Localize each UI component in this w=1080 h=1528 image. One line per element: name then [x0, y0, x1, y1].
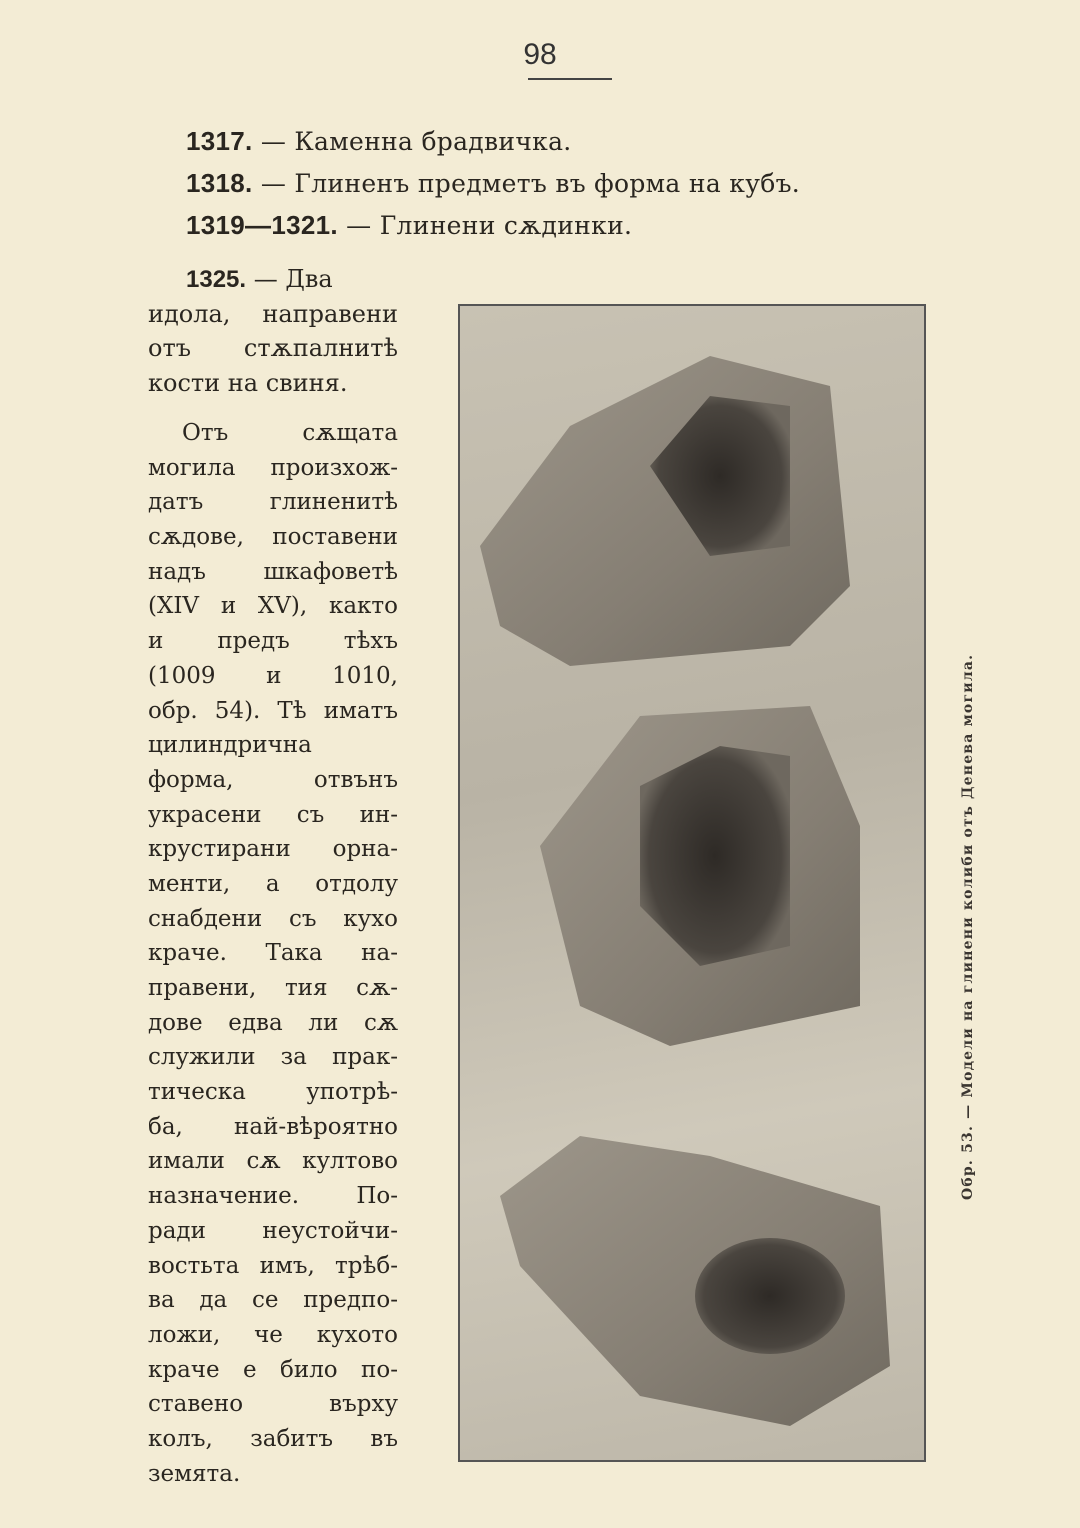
- entry-number: 1325.: [186, 266, 247, 293]
- text-line: кости на свиня.: [148, 369, 348, 398]
- text-line: снабдени съ кухо: [148, 905, 398, 932]
- text-line: Отъ сѫщата: [182, 420, 398, 446]
- text-line: ложи, че кухото: [148, 1321, 398, 1348]
- text-line: правени, тия сѫ-: [148, 975, 398, 1001]
- text-line: востьта имъ, трѣб-: [148, 1252, 398, 1279]
- text-line: могила произхож-: [148, 454, 398, 481]
- text-line: отъ стѫпалнитѣ: [148, 334, 398, 363]
- entry-number: 1318.: [186, 168, 253, 198]
- text-line: служили за прак-: [148, 1044, 398, 1071]
- text-line: и предъ тѣхъ: [148, 628, 398, 655]
- text-line: краче е било по-: [148, 1356, 398, 1383]
- text-line: колъ, забитъ въ: [148, 1425, 398, 1452]
- text-line: назначение. По-: [148, 1183, 398, 1210]
- entry-text: — Каменна брадвичка.: [252, 127, 572, 156]
- text-line: (1009 и 1010,: [148, 662, 398, 689]
- clay-hut-model-bottom: [500, 1136, 890, 1426]
- text-line: (XIV и XV), както: [148, 593, 398, 620]
- text-line: тическа употрѣ-: [148, 1079, 398, 1106]
- text-line: имали сѫ култово: [148, 1148, 398, 1175]
- text-line: обр. 54). Тѣ иматъ: [148, 697, 398, 724]
- entry-text: — Два: [246, 265, 333, 293]
- text-line: дове едва ли сѫ: [148, 1009, 398, 1036]
- entry-1318: [186, 168, 800, 199]
- page-number: 98: [523, 38, 557, 71]
- entry-text: — Глиненъ предметъ въ форма на кубъ.: [252, 169, 801, 198]
- text-line: краче. Така на-: [148, 940, 398, 967]
- text-line: форма, отвънъ: [148, 766, 398, 793]
- entry-number: 1319—1321.: [186, 210, 338, 240]
- entry-1319-1321: [186, 210, 632, 241]
- text-line: ба, най-вѣроятно: [148, 1113, 398, 1140]
- text-line: ва да се предпо-: [148, 1287, 398, 1314]
- page-number-rule: [528, 78, 612, 80]
- text-line: украсени съ ин-: [148, 801, 398, 828]
- text-line: земята.: [148, 1460, 241, 1487]
- text-line: [148, 262, 398, 297]
- figure-caption: Обр. 53. — Модели на глинени колиби отъ Денева могила.: [960, 653, 976, 1200]
- clay-hut-model-top: [480, 356, 850, 666]
- text-line: крустирани орна-: [148, 836, 398, 863]
- text-line: ради неустойчи-: [148, 1217, 398, 1244]
- text-line: идола, направени: [148, 299, 398, 328]
- text-line: сѫдове, поставени: [148, 524, 398, 551]
- text-line: цилиндрична: [148, 732, 312, 759]
- text-line: ставено върху: [148, 1391, 398, 1418]
- body-paragraph: [148, 416, 398, 1491]
- entry-1325: [148, 262, 398, 401]
- entry-number: 1317.: [186, 126, 253, 156]
- clay-hut-model-middle: [540, 706, 860, 1046]
- text-line: менти, а отдолу: [148, 870, 398, 897]
- figure-photo: [458, 304, 926, 1462]
- entry-text: — Глинени сѫдинки.: [337, 211, 633, 240]
- text-line: датъ глиненитѣ: [148, 489, 398, 516]
- entry-1317: [186, 126, 572, 157]
- text-line: надъ шкафоветѣ: [148, 558, 398, 585]
